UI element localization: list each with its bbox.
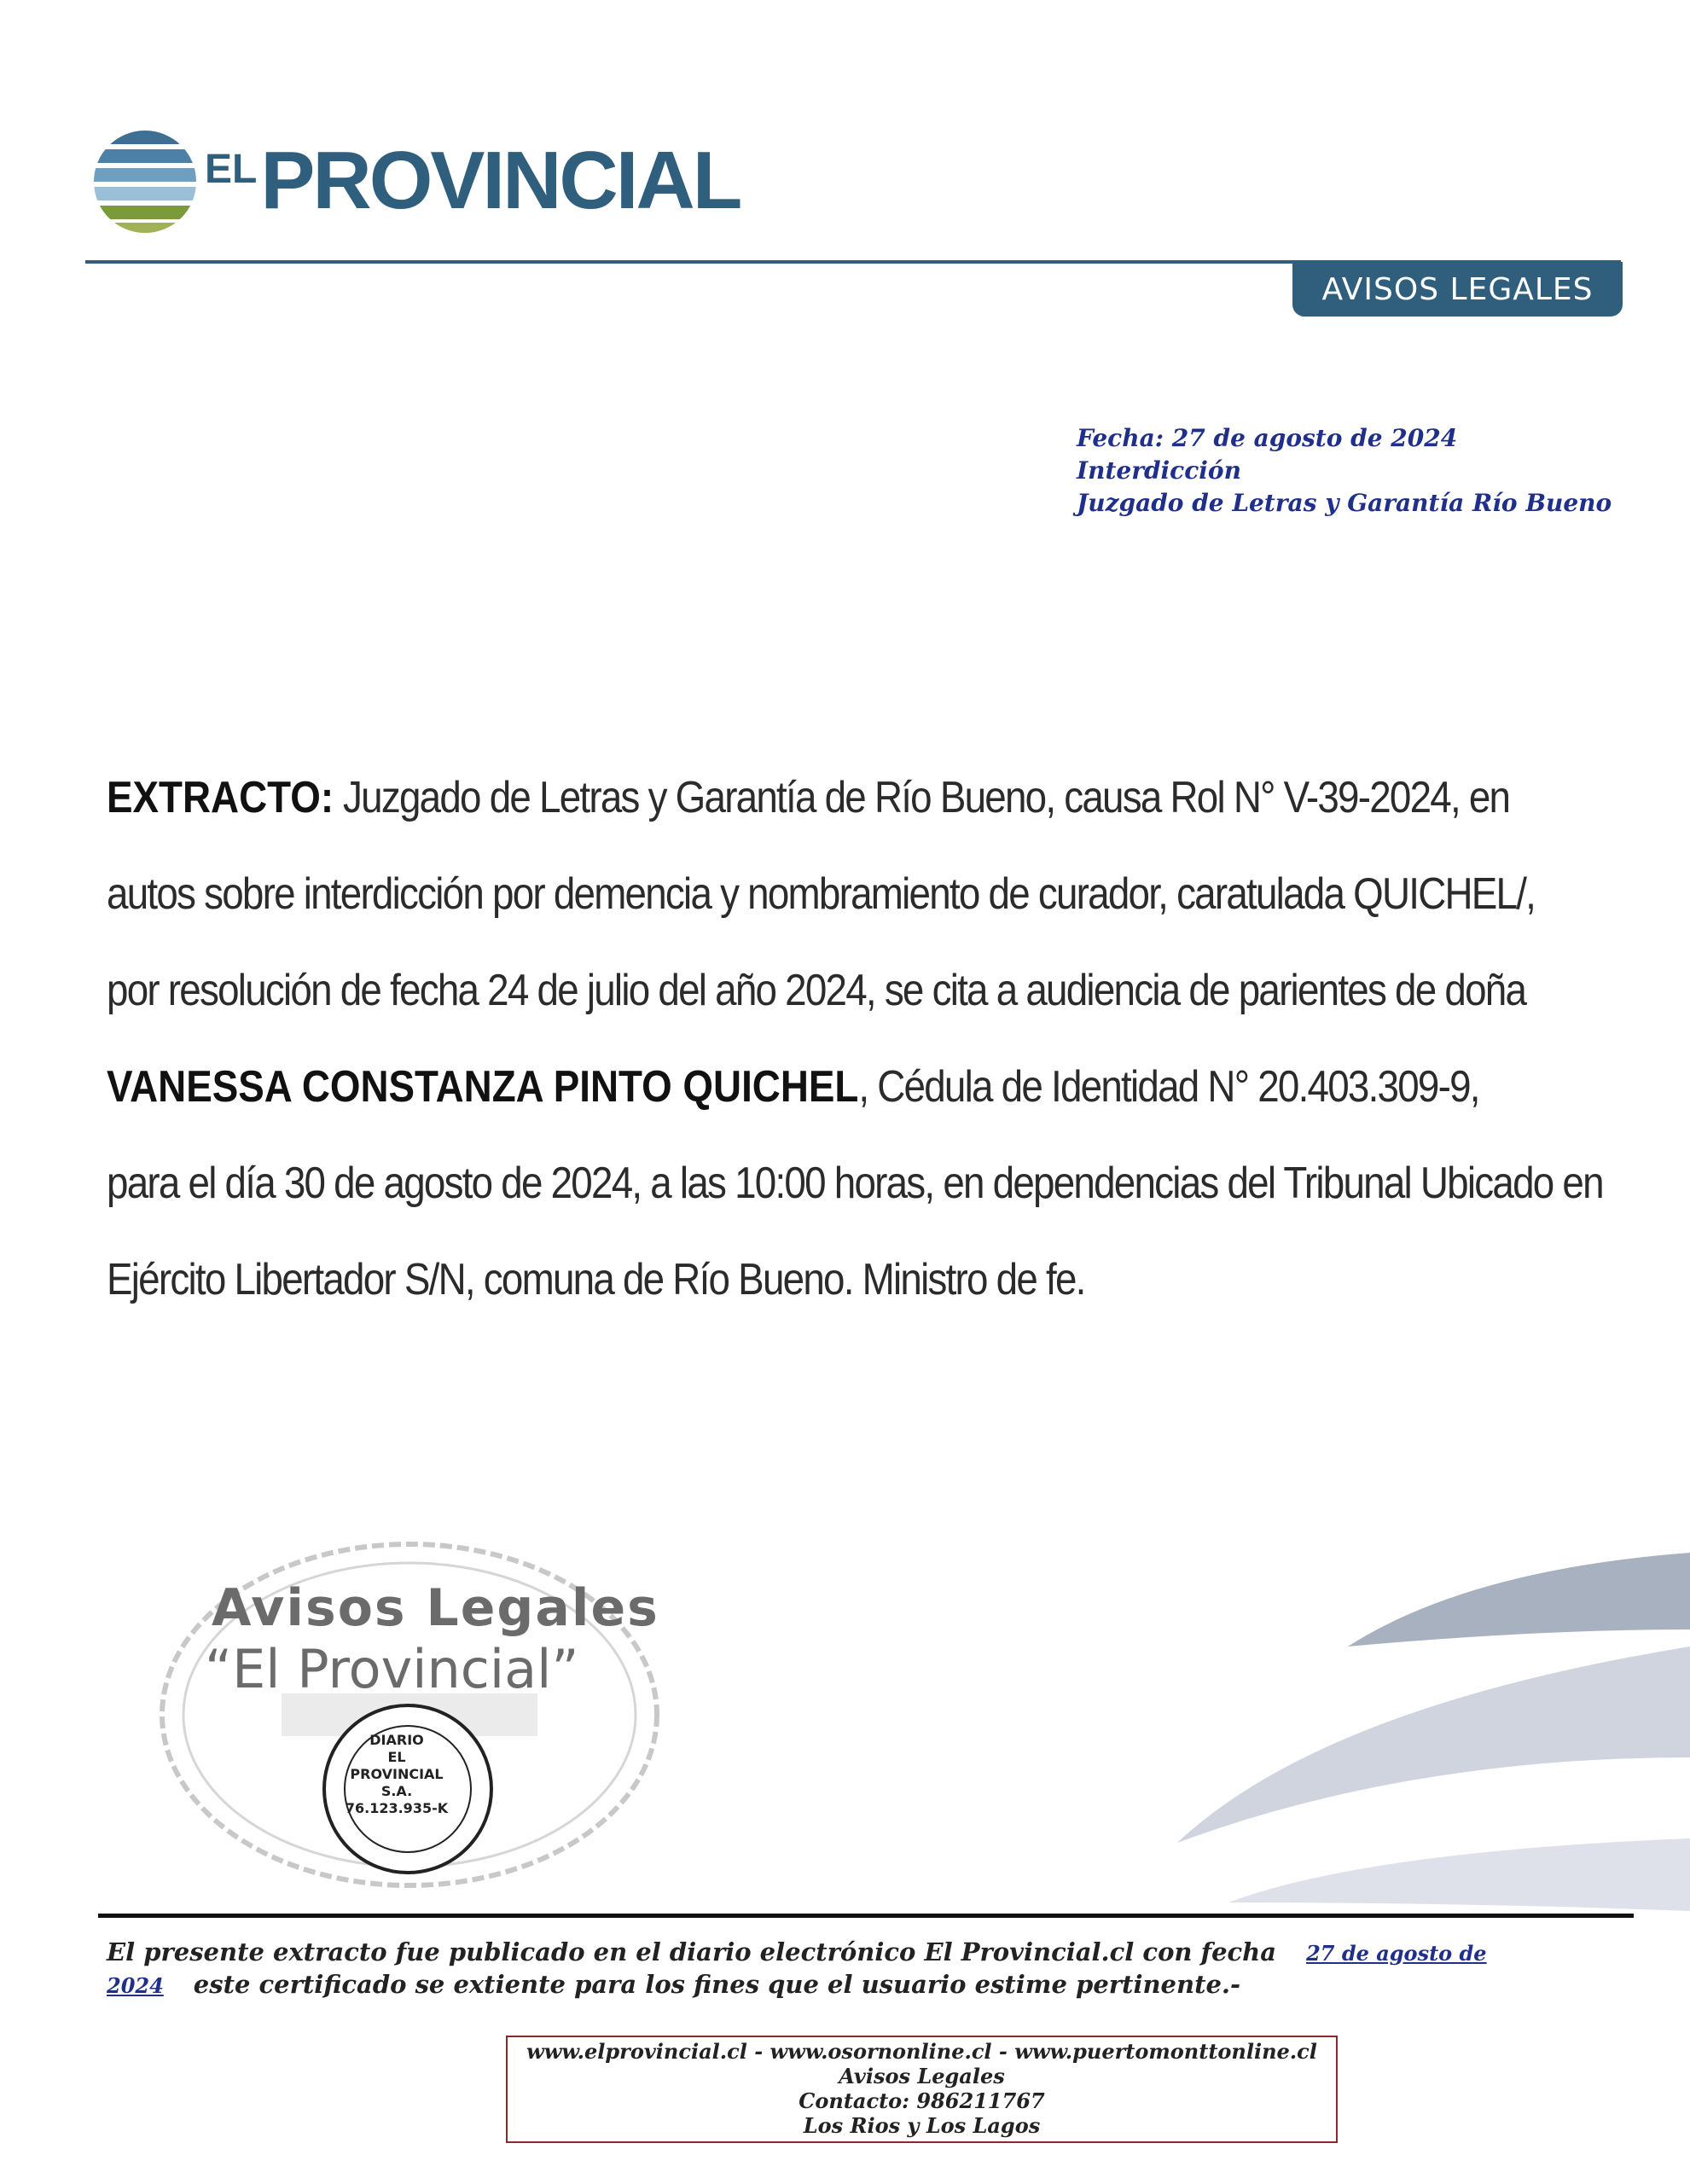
contact-box	[506, 2036, 1338, 2143]
logo-provincial: PROVINCIAL	[260, 135, 740, 226]
extract-text: Ejército Libertador S/N, comuna de Río Bueno. Ministro de fe.	[107, 1255, 1085, 1304]
contact-label: Avisos Legales	[839, 2064, 1005, 2088]
extract-line	[107, 1061, 1608, 1158]
contact-phone: Contacto: 986211767	[799, 2088, 1045, 2113]
globe-icon	[90, 126, 209, 237]
extract-text: por resolución de fecha 24 de julio del año 2024, se cita a audiencia de parientes de doña	[107, 966, 1526, 1015]
person-name: VANESSA CONSTANZA PINTO QUICHEL	[107, 1062, 859, 1112]
seal-line: EL PROVINCIAL	[350, 1749, 444, 1782]
extract-line	[107, 868, 1608, 965]
stamp-title: Avisos Legales	[212, 1578, 659, 1638]
footer-rule	[98, 1914, 1634, 1918]
extract-line	[107, 1158, 1608, 1254]
logo-wordmark	[205, 128, 740, 226]
seal-line: 76.123.935-K	[345, 1800, 449, 1816]
certificate-outro: este certificado se extiente para los fines que el usuario estime pertinente.-	[193, 1970, 1241, 1999]
decorative-swoosh	[1109, 1536, 1690, 1928]
contact-regions: Los Rios y Los Lagos	[803, 2113, 1041, 2138]
section-tab: AVISOS LEGALES	[1292, 262, 1623, 317]
extract-body	[107, 772, 1603, 1350]
extract-line	[107, 965, 1608, 1061]
certificate-text	[107, 1937, 1634, 2001]
extract-text: para el día 30 de agosto de 2024, a las 10:00 horas, en dependencias del Tribunal Ubicado en	[107, 1159, 1603, 1208]
notice-court: Juzgado de Letras y Garantía Río Bueno	[1077, 489, 1612, 517]
logo-el: EL	[205, 147, 258, 192]
seal-text	[341, 1732, 452, 1817]
notice-meta	[1077, 422, 1612, 520]
extract-line	[107, 1254, 1608, 1350]
extract-line	[107, 772, 1608, 868]
notice-type: Interdicción	[1077, 456, 1241, 485]
certificate-intro: El presente extracto fue publicado en el diario electrónico El Provincial.cl con fecha	[107, 1937, 1277, 1966]
extract-text: , Cédula de Identidad N° 20.403.309-9,	[858, 1062, 1479, 1112]
extract-heading: EXTRACTO:	[107, 773, 334, 822]
stamp-subtitle: “El Provincial”	[205, 1638, 579, 1700]
extract-text: autos sobre interdicción por demencia y nombramiento de curador, caratulada QUICHEL/,	[107, 869, 1536, 919]
notice-date: Fecha: 27 de agosto de 2024	[1077, 424, 1458, 452]
seal-line: S.A.	[380, 1783, 413, 1799]
certificate-date: 27 de agosto de 2024	[107, 1941, 1487, 1998]
seal-line: DIARIO	[369, 1732, 424, 1748]
contact-sites: www.elprovincial.cl - www.osornonline.cl - www.puertomonttonline.cl	[526, 2039, 1317, 2064]
extract-text: Juzgado de Letras y Garantía de Río Bueno, causa Rol N° V-39-2024, en	[334, 773, 1510, 822]
